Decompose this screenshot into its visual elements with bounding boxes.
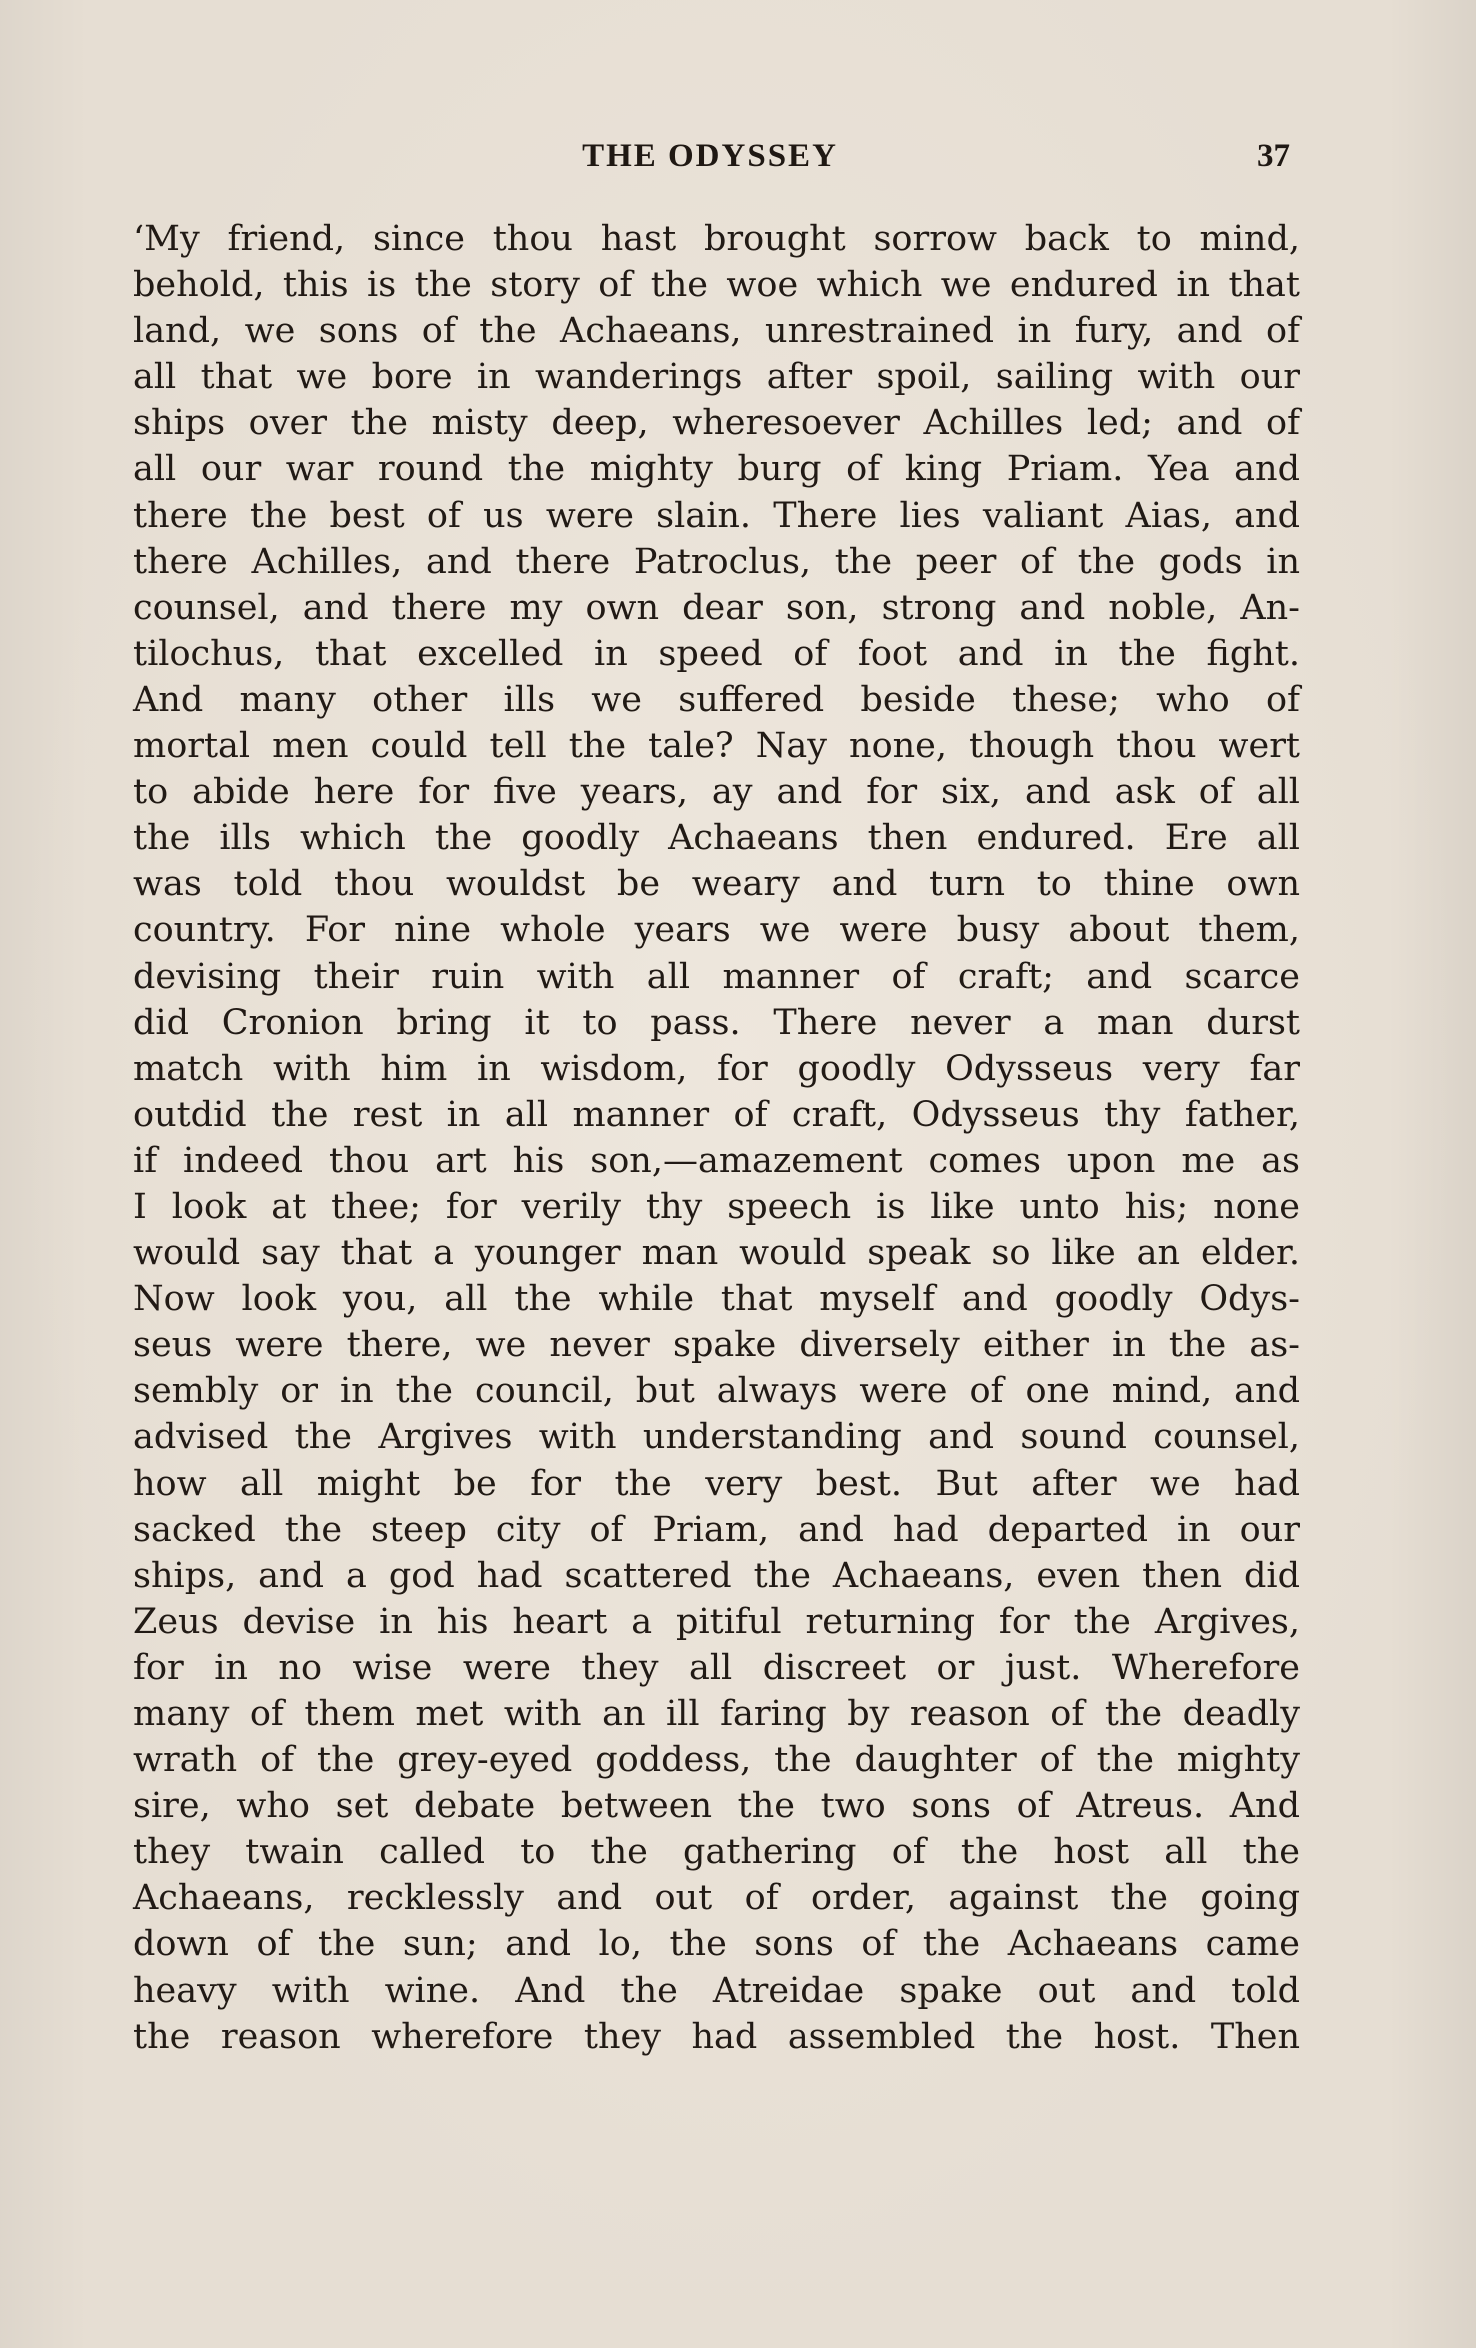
- text-line: did Cronion bring it to pass. There never a man durst: [133, 1002, 1300, 1043]
- text-line: match with him in wisdom, for goodly Odysseus very far: [133, 1048, 1300, 1089]
- text-line: there the best of us were slain. There lies valiant Aias, and: [133, 495, 1300, 536]
- text-line: all that we bore in wanderings after spoil, sailing with our: [133, 357, 1300, 398]
- text-line: I look at thee; for verily thy speech is like unto his; none: [133, 1186, 1300, 1227]
- text-line: heavy with wine. And the Atreidae spake out and told: [133, 1970, 1300, 2011]
- text-line: all our war round the mighty burg of king Priam. Yea and: [133, 449, 1300, 490]
- text-line: Zeus devise in his heart a pitiful returning for the Argives,: [133, 1601, 1300, 1642]
- text-line: Achaeans, recklessly and out of order, against the going: [133, 1878, 1300, 1919]
- text-line: they twain called to the gathering of the host all the: [133, 1832, 1300, 1873]
- text-line: outdid the rest in all manner of craft, Odysseus thy father,: [133, 1094, 1300, 1135]
- text-line: would say that a younger man would speak so like an elder.: [133, 1233, 1300, 1274]
- text-line: many of them met with an ill faring by reason of the deadly: [133, 1694, 1300, 1734]
- page-number: 37: [1257, 138, 1290, 174]
- text-line: sacked the steep city of Priam, and had departed in our: [133, 1509, 1300, 1550]
- text-line: sembly or in the council, but always were of one mind, and: [133, 1371, 1300, 1412]
- text-line: tilochus, that excelled in speed of foot and in the fight.: [133, 633, 1300, 674]
- text-line: to abide here for five years, ay and for six, and ask of all: [133, 772, 1300, 813]
- text-line: Now look you, all the while that myself and goodly Odys-: [133, 1279, 1300, 1320]
- text-line: behold, this is the story of the woe which we endured in that: [133, 265, 1300, 306]
- text-line: wrath of the grey-eyed goddess, the daughter of the mighty: [133, 1740, 1300, 1781]
- text-line: counsel, and there my own dear son, strong and noble, An-: [133, 587, 1300, 628]
- text-line: ‘My friend, since thou hast brought sorrow back to mind,: [133, 219, 1300, 259]
- text-line: land, we sons of the Achaeans, unrestrained in fury, and of: [133, 311, 1300, 352]
- text-line: there Achilles, and there Patroclus, the peer of the gods in: [133, 541, 1300, 582]
- text-line: seus were there, we never spake diversely either in the as-: [133, 1325, 1300, 1366]
- text-line: down of the sun; and lo, the sons of the Achaeans came: [133, 1924, 1300, 1965]
- text-line: ships over the misty deep, wheresoever Achilles led; and of: [133, 403, 1300, 444]
- text-line: was told thou wouldst be weary and turn to thine own: [133, 864, 1300, 905]
- text-line: the ills which the goodly Achaeans then endured. Ere all: [133, 818, 1300, 859]
- text-line: for in no wise were they all discreet or just. Wherefore: [133, 1647, 1300, 1688]
- text-line: country. For nine whole years we were busy about them,: [133, 910, 1300, 951]
- running-title: THE ODYSSEY: [582, 138, 838, 174]
- text-line: advised the Argives with understanding and sound counsel,: [133, 1417, 1300, 1458]
- text-line: the reason wherefore they had assembled the host. Then: [133, 2016, 1300, 2057]
- text-line: if indeed thou art his son,—amazement comes upon me as: [133, 1140, 1300, 1181]
- text-line: ships, and a god had scattered the Achaeans, even then did: [133, 1555, 1300, 1596]
- text-line: devising their ruin with all manner of craft; and scarce: [133, 956, 1300, 997]
- text-line: And many other ills we suffered beside these; who of: [133, 679, 1300, 720]
- text-line: how all might be for the very best. But after we had: [133, 1463, 1300, 1504]
- page-header: [130, 138, 1290, 188]
- text-line: sire, who set debate between the two sons of Atreus. And: [133, 1786, 1300, 1827]
- text-line: mortal men could tell the tale? Nay none, though thou wert: [133, 726, 1300, 767]
- body-text: [133, 216, 1300, 2060]
